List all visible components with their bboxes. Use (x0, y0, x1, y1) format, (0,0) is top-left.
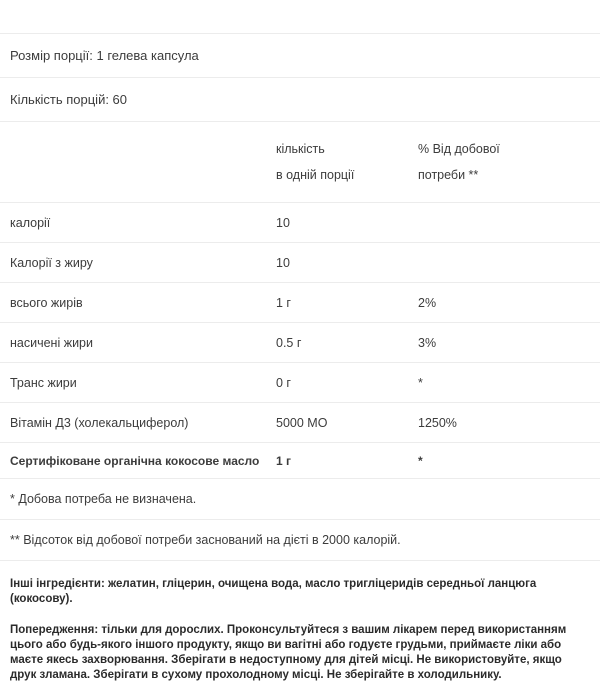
header-dv-line2: потреби ** (418, 168, 479, 182)
servings-per-container-label: Кількість порцій: 60 (10, 92, 128, 107)
nutrient-amount-cell (276, 443, 418, 479)
nutrient-amount: 10 (276, 256, 290, 270)
servings-per-container-cell (0, 78, 600, 122)
other-ingredients-text: Інші інгредієнти: желатин, гліцерин, очищена вода, масло тригліцеридів середньої ланцюга (кокосову). (10, 578, 537, 605)
nutrient-amount: 1 г (276, 296, 291, 310)
nutrient-name-cell (0, 363, 276, 403)
footnote-daily-value-not-established: * Добова потреба не визначена. (10, 492, 197, 506)
nutrient-daily-value: 3% (418, 336, 437, 350)
header-amount-line2: в одній порції (276, 168, 355, 182)
nutrient-name: Транс жири (10, 376, 77, 390)
nutrient-amount: 10 (276, 216, 290, 230)
nutrient-name: Сертифіковане органічна кокосове масло (10, 454, 260, 468)
nutrient-amount: 0 г (276, 376, 291, 390)
nutrient-dv-cell (418, 443, 600, 479)
table-row (0, 243, 600, 283)
nutrient-name-cell (0, 443, 276, 479)
table-row (0, 283, 600, 323)
nutrient-name: Калорії з жиру (10, 256, 93, 270)
nutrient-daily-value: 2% (418, 296, 437, 310)
header-amount-cell (276, 122, 418, 203)
footnote-row (0, 520, 600, 561)
nutrient-dv-cell (418, 403, 600, 443)
nutrient-amount-cell (276, 243, 418, 283)
header-nutrient-cell (0, 122, 276, 203)
serving-size-row (0, 34, 600, 78)
nutrient-dv-cell (418, 323, 600, 363)
nutrient-daily-value (418, 251, 600, 274)
table-body (0, 34, 600, 562)
nutrient-dv-cell (418, 243, 600, 283)
nutrient-amount-cell (276, 283, 418, 323)
nutrient-name: всього жирів (10, 296, 83, 310)
nutrient-amount-cell (276, 403, 418, 443)
header-dv-line1: % Від добової (418, 142, 500, 156)
nutrient-daily-value: 1250% (418, 416, 457, 430)
nutrient-name-cell (0, 203, 276, 243)
header-nutrient-label (0, 148, 276, 176)
nutrient-dv-cell (418, 203, 600, 243)
nutrient-daily-value: * (418, 454, 423, 468)
nutrient-amount-cell (276, 363, 418, 403)
nutrient-amount: 0.5 г (276, 336, 302, 350)
nutrient-amount: 5000 МО (276, 416, 328, 430)
nutrient-daily-value: * (418, 376, 423, 390)
nutrient-name-cell (0, 403, 276, 443)
nutrient-name-cell (0, 243, 276, 283)
footnote-cell (0, 520, 600, 561)
table-row (0, 363, 600, 403)
nutrient-amount-cell (276, 323, 418, 363)
nutrient-name-cell (0, 323, 276, 363)
header-daily-value-label (418, 122, 600, 202)
nutrient-dv-cell (418, 363, 600, 403)
nutrient-amount-cell (276, 203, 418, 243)
serving-size-label: Розмір порції: 1 гелева капсула (10, 48, 199, 63)
table-row (0, 403, 600, 443)
nutrient-name: насичені жири (10, 336, 93, 350)
supplement-facts-table (0, 33, 600, 561)
nutrient-daily-value (418, 211, 600, 234)
table-header-row (0, 122, 600, 203)
supplement-text-block (0, 561, 600, 683)
footnote-cell (0, 479, 600, 520)
footnote-percent-daily-value: ** Відсоток від добової потреби заснований на дієті в 2000 калорій. (10, 533, 401, 547)
servings-per-container-row (0, 78, 600, 122)
nutrient-name: Вітамін Д3 (холекальциферол) (10, 416, 189, 430)
table-row (0, 323, 600, 363)
nutrient-name-cell (0, 283, 276, 323)
table-row (0, 443, 600, 479)
serving-size-cell (0, 34, 600, 78)
header-daily-value-cell (418, 122, 600, 203)
warning-text: Попередження: тільки для дорослих. Проконсультуйтеся з вашим лікарем перед використанням цього або будь-якого іншого продукту, якщо ви вагітні або годуєте грудьми, приймаєте ліки або маєте якесь захворювання. Зберігати в недоступному для дітей місці. Не використовуйте, якщо друк зламана. Зберігати в сухому прохолодному місці. Не зберігайте в холодильнику. (10, 624, 567, 681)
nutrient-name: калорії (10, 216, 51, 230)
header-amount-label (276, 122, 418, 202)
nutrient-amount: 1 г (276, 454, 292, 468)
header-amount-line1: кількість (276, 142, 325, 156)
nutrient-dv-cell (418, 283, 600, 323)
table-row (0, 203, 600, 243)
footnote-row (0, 479, 600, 520)
